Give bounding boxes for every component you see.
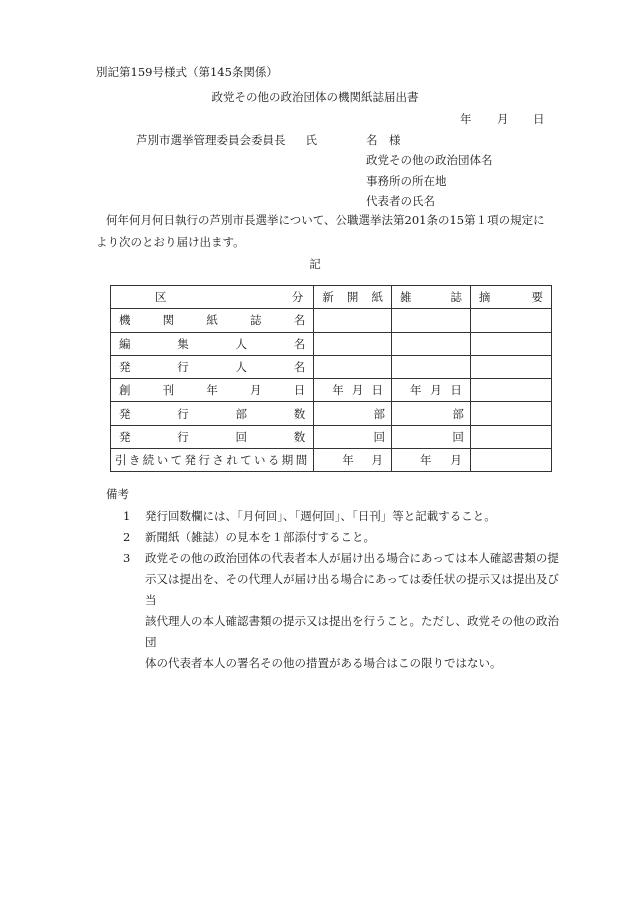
note-text: 発行回数欄には、「月何回」、「週何回」、「日刊」等と記載すること。	[145, 509, 496, 523]
row-label: 編 集 人 名	[111, 332, 314, 355]
addressee-suffix: 氏	[305, 133, 317, 147]
note-number: 1	[123, 509, 131, 523]
table-row	[111, 379, 552, 402]
cell-tekiyo[interactable]	[470, 309, 551, 332]
addressee	[136, 132, 317, 148]
table-row	[111, 425, 552, 448]
cell-zasshi[interactable]	[392, 332, 471, 355]
note-number: 2	[123, 530, 131, 544]
cell-shinbun[interactable]	[314, 332, 392, 355]
body-line-1: 何年何月何日執行の芦別市長選挙について、公職選挙法第201条の15第１項の規定に	[106, 213, 545, 227]
cell-zasshi[interactable]	[392, 355, 471, 378]
cell-zasshi[interactable]: 部	[392, 402, 471, 425]
row-label: 引き続いて発行されている期間	[111, 449, 314, 472]
applicant-representative: 代表者の氏名	[366, 194, 435, 208]
cell-zasshi[interactable]: 回	[392, 425, 471, 448]
note-text: 示又は提出を、その代理人が届け出る場合にあっては委任状の提示又は提出及び当	[145, 572, 559, 607]
cell-zasshi[interactable]: 年 月	[392, 449, 471, 472]
body-line-2: より次のとおり届け出ます。	[96, 235, 245, 249]
header-tekiyo: 摘 要	[470, 286, 551, 309]
header-kubun: 区 分	[111, 286, 314, 309]
cell-zasshi[interactable]: 年 月 日	[392, 379, 471, 402]
header-shinbun: 新 開 紙	[314, 286, 392, 309]
form-number: 別記第159号様式（第145条関係）	[96, 65, 278, 79]
date-day: 日	[533, 112, 545, 126]
note-text: 政党その他の政治団体の代表者本人が届け出る場合にあっては本人確認書類の提	[145, 551, 559, 565]
row-label: 発 行 人 名	[111, 355, 314, 378]
cell-shinbun[interactable]	[314, 309, 392, 332]
cell-shinbun[interactable]: 年 月 日	[314, 379, 392, 402]
cell-tekiyo[interactable]	[470, 379, 551, 402]
date-year: 年	[460, 112, 472, 126]
table-header-row	[111, 286, 552, 309]
cell-shinbun[interactable]: 年 月	[314, 449, 392, 472]
applicant-name: 名 様	[366, 133, 401, 147]
table-row	[111, 332, 552, 355]
registration-table	[110, 285, 552, 472]
cell-tekiyo[interactable]	[470, 355, 551, 378]
row-label: 発 行 回 数	[111, 425, 314, 448]
note-text: 該代理人の本人確認書類の提示又は提出を行うこと。ただし、政党その他の政治団	[145, 614, 559, 649]
note-text: 新聞紙（雑誌）の見本を１部添付すること。	[145, 530, 375, 544]
date-month: 月	[497, 112, 509, 126]
applicant-org: 政党その他の政治団体名	[366, 153, 493, 167]
remarks-title: 備考	[106, 487, 129, 501]
cell-tekiyo[interactable]	[470, 332, 551, 355]
note-number: 3	[123, 551, 131, 565]
note-text: 体の代表者本人の署名その他の措置がある場合はこの限りではない。	[145, 656, 502, 670]
addressee-name: 芦別市選挙管理委員会委員長	[136, 133, 286, 147]
table-row	[111, 402, 552, 425]
cell-tekiyo[interactable]	[470, 425, 551, 448]
row-label: 機 関 紙 誌 名	[111, 309, 314, 332]
cell-tekiyo[interactable]	[470, 449, 551, 472]
header-zasshi: 雑 誌	[392, 286, 471, 309]
cell-shinbun[interactable]	[314, 355, 392, 378]
remark-note-3	[123, 548, 568, 674]
table-row	[111, 309, 552, 332]
remark-note-1	[123, 506, 568, 527]
cell-shinbun[interactable]: 部	[314, 402, 392, 425]
row-label: 発 行 部 数	[111, 402, 314, 425]
table-row	[111, 449, 552, 472]
cell-tekiyo[interactable]	[470, 402, 551, 425]
ki-heading: 記	[309, 257, 321, 271]
table-row	[111, 355, 552, 378]
cell-shinbun[interactable]: 回	[314, 425, 392, 448]
document-title: 政党その他の政治団体の機関紙誌届出書	[211, 90, 419, 104]
cell-zasshi[interactable]	[392, 309, 471, 332]
row-label: 創 刊 年 月 日	[111, 379, 314, 402]
applicant-address: 事務所の所在地	[366, 174, 447, 188]
remark-note-2	[123, 527, 568, 548]
